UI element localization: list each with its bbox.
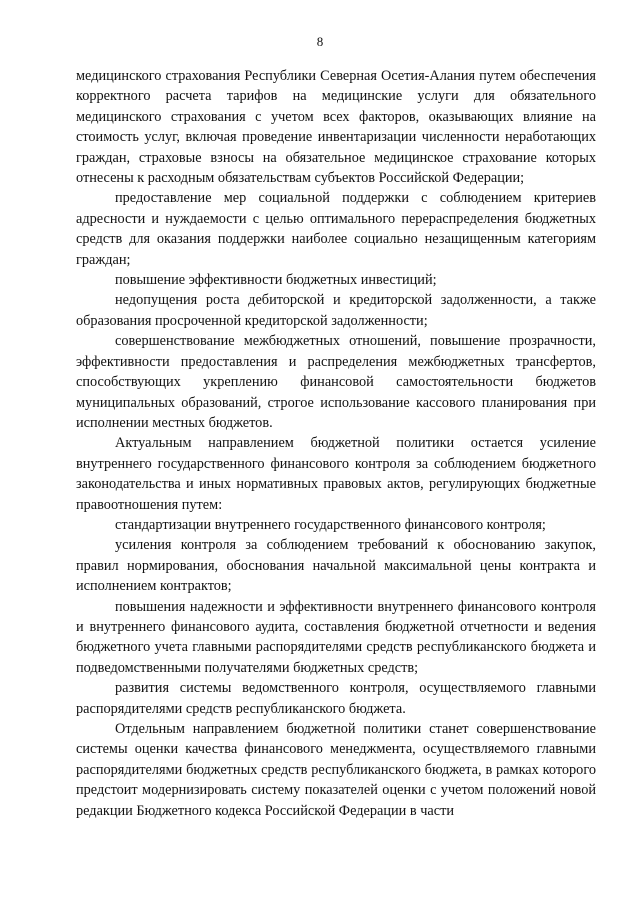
paragraph-continuation: медицинского страхования Республики Северная Осетия-Алания путем обеспечения корректного расчета тарифов на медицинские услуги для обязательного медицинского страхования с учетом всех факторов, оказывающих влияние на стоимость услуг, включая проведение инвентаризации численности неработающих граждан, страховые взносы на обязательное медицинское страхование которых отнесены к расходным обязательствам субъектов Российской Федерации; xyxy=(76,68,596,187)
document-body xyxy=(76,66,596,821)
paragraph-investment-efficiency: повышение эффективности бюджетных инвестиций; xyxy=(115,272,437,289)
paragraph-departmental-control: развития системы ведомственного контроля, осуществляемого главными распорядителями средств республиканского бюджета. xyxy=(76,680,596,717)
paragraph-financial-control: Актуальным направлением бюджетной политики остается усиление внутреннего государственного финансового контроля за соблюдением бюджетного законодательства и иных нормативных правовых актов, регулирующих бюджетные правоотношения путем: xyxy=(76,435,596,513)
paragraph-procurement-control: усиления контроля за соблюдением требований к обоснованию закупок, правил нормирования, обоснования начальной максимальной цены контракта и исполнением контрактов; xyxy=(76,537,596,595)
page-number: 8 xyxy=(316,34,324,49)
paragraph-internal-audit: повышения надежности и эффективности внутреннего финансового контроля и внутреннего финансового аудита, составления бюджетной отчетности и ведения бюджетного учета главными распорядителями средств республиканского бюджета и подведомственными получателями бюджетных средств; xyxy=(76,598,596,676)
paragraph-interbudget-relations: совершенствование межбюджетных отношений, повышение прозрачности, эффективности предоставления и распределения межбюджетных трансфертов, способствующих укреплению финансовой самостоятельности бюджетов муниципальных образований, строгое использование кассового планирования при исполнении местных бюджетов. xyxy=(76,333,596,431)
paragraph-financial-management: Отдельным направлением бюджетной политики станет совершенствование системы оценки качества финансового менеджмента, осуществляемого главными распорядителями бюджетных средств республиканского бюджета, в рамках которого предстоит модернизировать систему показателей оценки с учетом положений новой редакции Бюджетного кодекса Российской Федерации в части xyxy=(76,721,596,819)
paragraph-social-support: предоставление мер социальной поддержки с соблюдением критериев адресности и нуждаемости с целью оптимального перераспределения бюджетных средств для оказания поддержки наиболее социально незащищенным категориям граждан; xyxy=(76,190,596,268)
paragraph-standardization: стандартизации внутреннего государственного финансового контроля; xyxy=(115,516,546,533)
paragraph-debt-prevention: недопущения роста дебиторской и кредиторской задолженности, а также образования просроченной кредиторской задолженности; xyxy=(76,292,596,329)
